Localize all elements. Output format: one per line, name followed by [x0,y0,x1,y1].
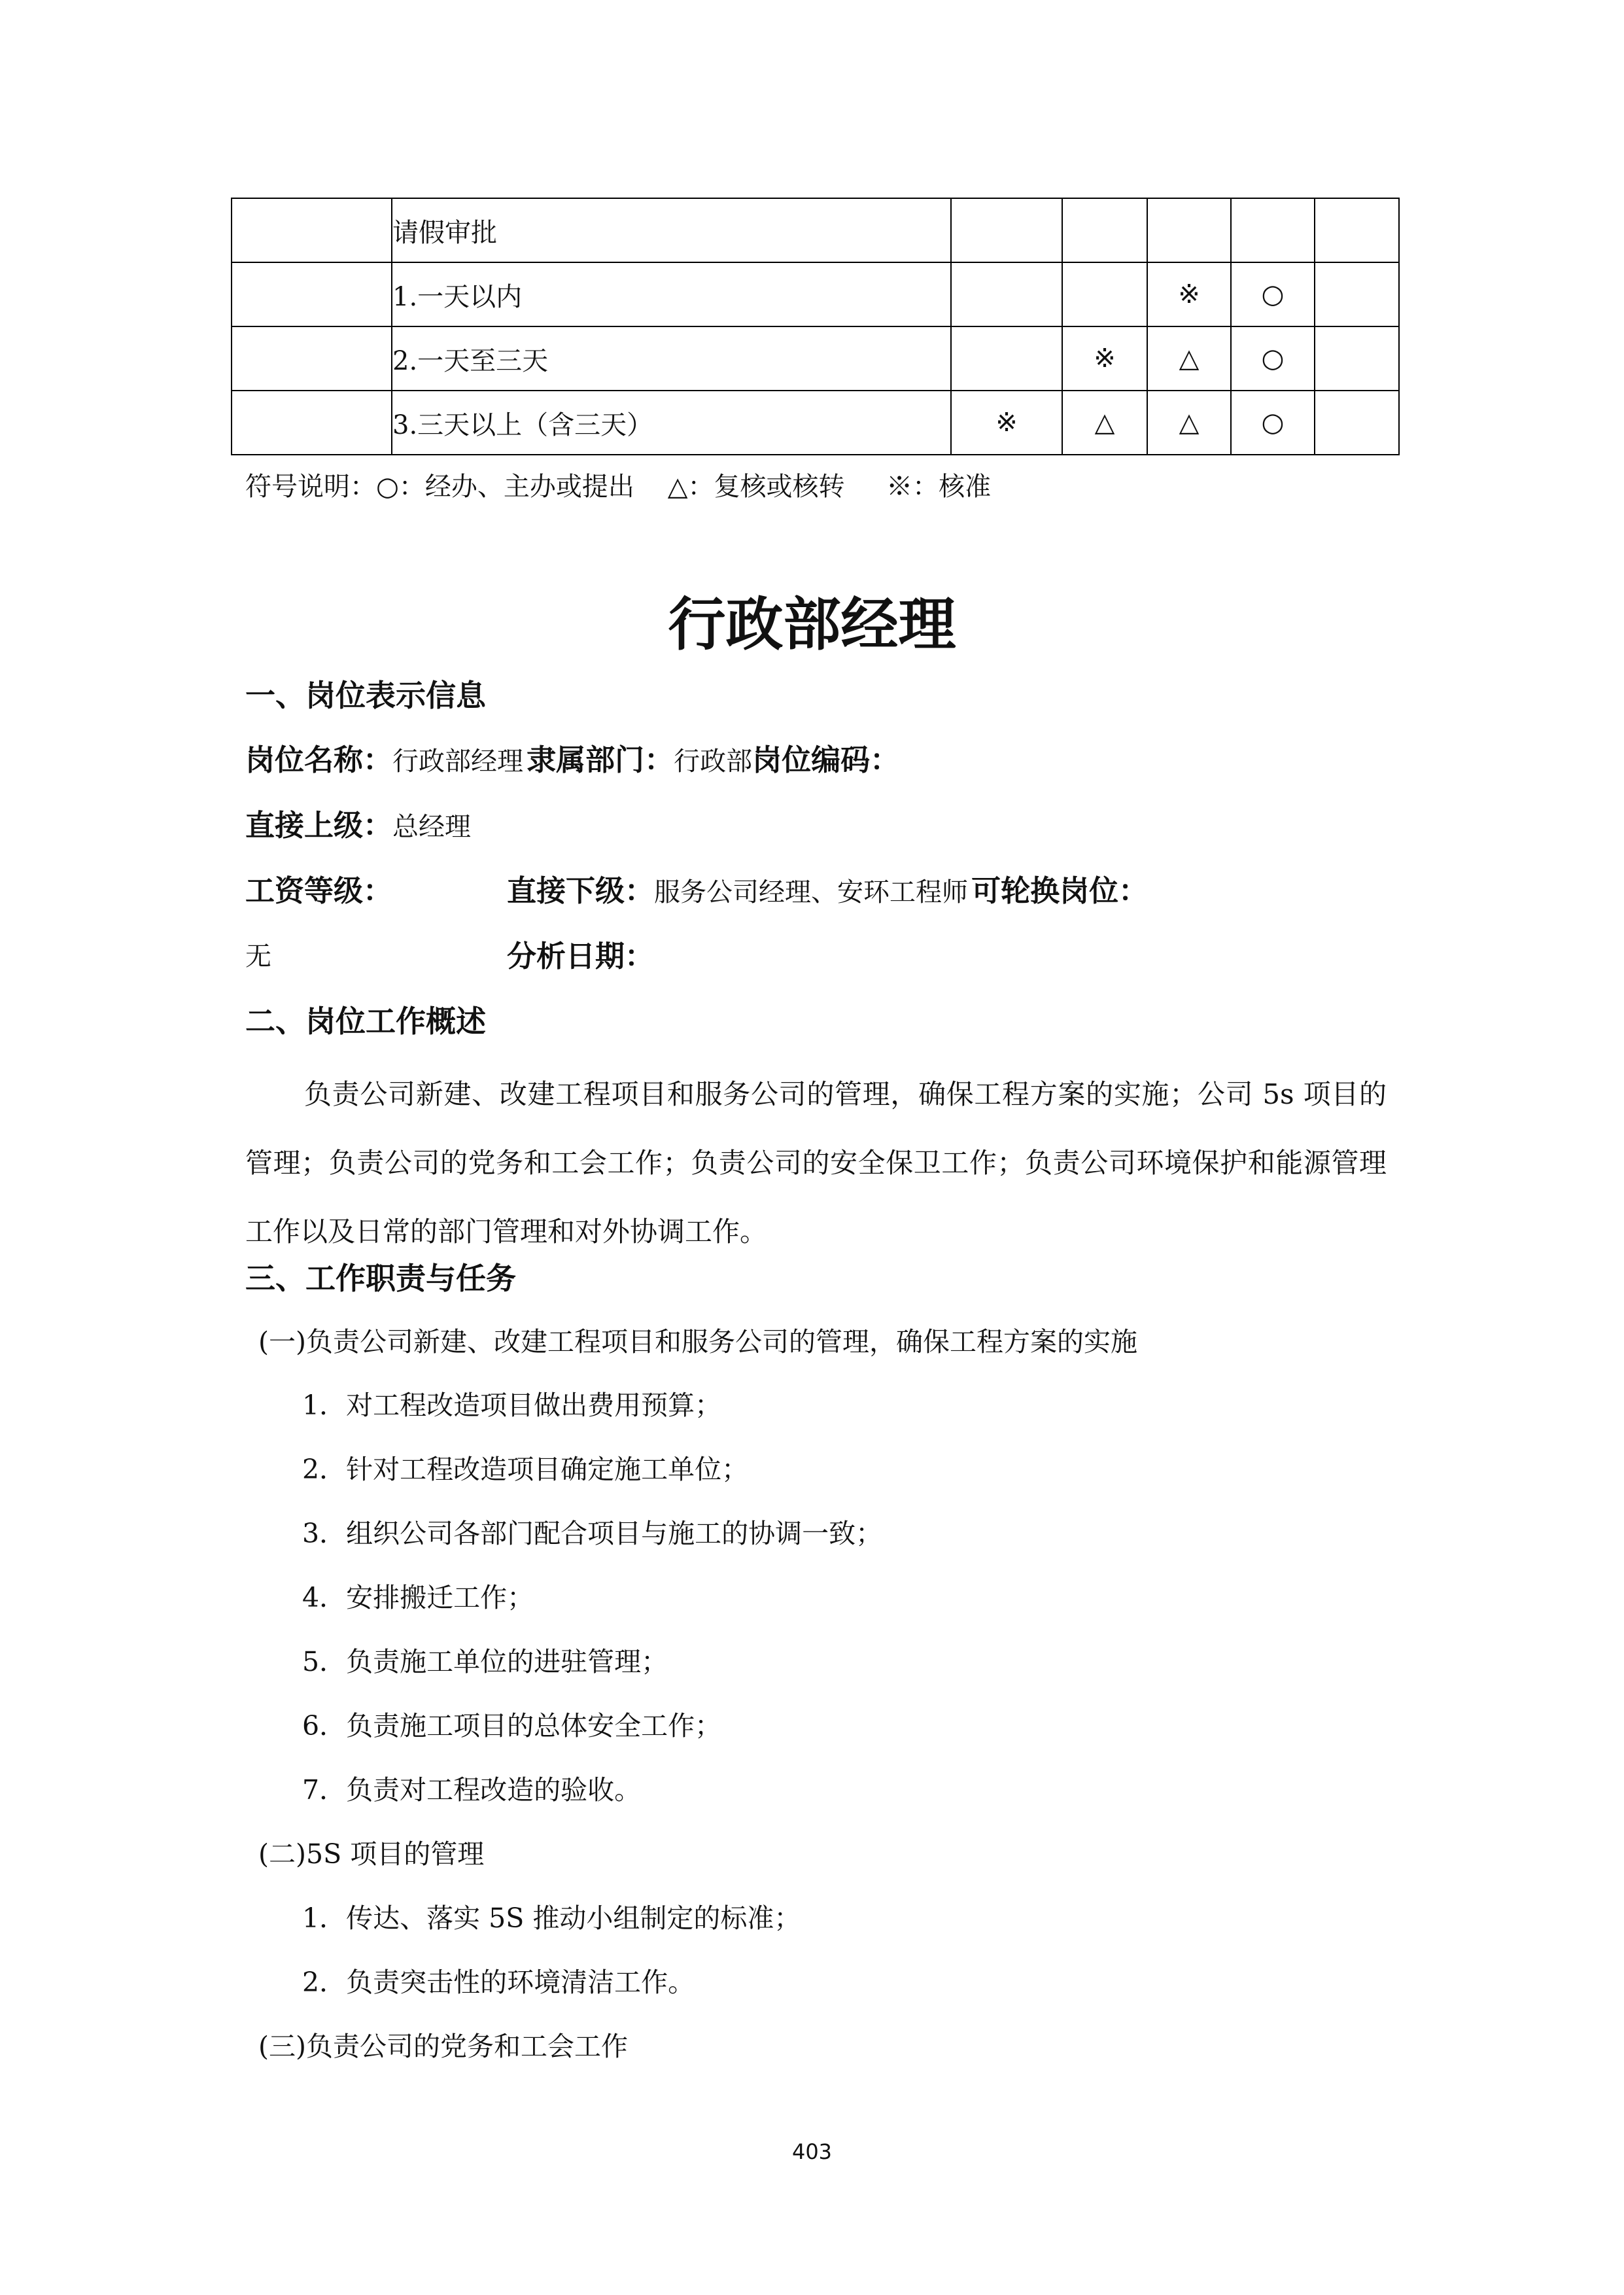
list-item: 1．传达、落实 5S 推动小组制定的标准； [302,1902,801,1934]
salary-label: 工资等级： [245,873,393,908]
list-item: 5．负责施工单位的进驻管理； [302,1646,668,1677]
subordinate-line [507,867,1148,909]
group3-title: (三)负责公司的党务和工会工作 [258,2031,628,2062]
dept-label: 隶属部门： [527,743,674,777]
table-cell-item: 1.一天以内 [392,262,951,326]
table-cell-item: 3.三天以上（含三天） [392,391,951,455]
post-info-line [245,736,899,779]
section2-heading: 二、岗位工作概述 [245,1004,486,1039]
table-row [232,262,1399,326]
table-cell: ※ [951,391,1062,455]
rotation-value: 无 [245,941,271,972]
table-cell [1315,198,1399,262]
approval-table [231,198,1400,455]
superior-label: 直接上级： [245,808,393,843]
table-cell [951,198,1062,262]
table-cell: ○ [1231,326,1315,391]
superior-line [245,801,471,844]
subordinate-label: 直接下级： [507,873,655,908]
rotation-label: 可轮换岗位： [971,873,1149,908]
list-item: 4．安排搬迁工作； [302,1582,534,1613]
table-cell: ○ [1231,262,1315,326]
table-cell: △ [1147,326,1231,391]
overview-paragraph: 负责公司新建、改建工程项目和服务公司的管理，确保工程方案的实施；公司 5s 项目的管理；负责公司的党务和工会工作；负责公司的安全保卫工作；负责公司环境保护和能源管理工作以及日常的部门管理和对外协调工作。 [245,1078,1387,1248]
table-cell [232,326,392,391]
table-cell [1231,198,1315,262]
group2-title: (二)5S 项目的管理 [258,1838,485,1870]
table-cell [1062,198,1147,262]
table-cell: △ [1147,391,1231,455]
table-cell: △ [1062,391,1147,455]
section1-heading: 一、岗位表示信息 [245,678,486,713]
group1-title: (一)负责公司新建、改建工程项目和服务公司的管理，确保工程方案的实施 [258,1326,1137,1358]
page-title: 行政部经理 [668,591,956,658]
table-cell [1062,262,1147,326]
page-number: 403 [791,2139,833,2164]
table-row [232,198,1399,262]
table-cell-item: 2.一天至三天 [392,326,951,391]
table-row [232,391,1399,455]
table-cell [232,198,392,262]
table-cell [232,262,392,326]
post-name-value: 行政部经理 [392,746,524,777]
analysis-date-label: 分析日期： [507,939,655,973]
table-cell: ○ [1231,391,1315,455]
subordinate-value: 服务公司经理、安环工程师 [654,877,969,907]
table-cell [1315,326,1399,391]
list-item: 1．对工程改造项目做出费用预算； [302,1390,722,1421]
table-cell [1315,262,1399,326]
post-name-label: 岗位名称： [245,743,393,777]
table-cell: ※ [1147,262,1231,326]
list-item: 3．组织公司各部门配合项目与施工的协调一致； [302,1518,883,1549]
table-cell [1315,391,1399,455]
symbol-legend: 符号说明：○：经办、主办或提出 △：复核或核转 ※：核准 [245,472,992,502]
table-cell-item: 请假审批 [392,198,951,262]
list-item: 7．负责对工程改造的验收。 [302,1774,642,1806]
table-row [232,326,1399,391]
list-item: 6．负责施工项目的总体安全工作； [302,1710,722,1742]
table-cell: ※ [1062,326,1147,391]
superior-value: 总经理 [392,812,472,842]
table-cell [232,391,392,455]
table-cell [951,326,1062,391]
list-item: 2．针对工程改造项目确定施工单位； [302,1454,749,1485]
table-cell [1147,198,1231,262]
post-code-label: 岗位编码： [752,743,900,777]
table-cell [951,262,1062,326]
section3-heading: 三、工作职责与任务 [245,1261,516,1296]
list-item: 2．负责突击性的环境清洁工作。 [302,1967,695,1998]
dept-value: 行政部 [674,746,753,777]
